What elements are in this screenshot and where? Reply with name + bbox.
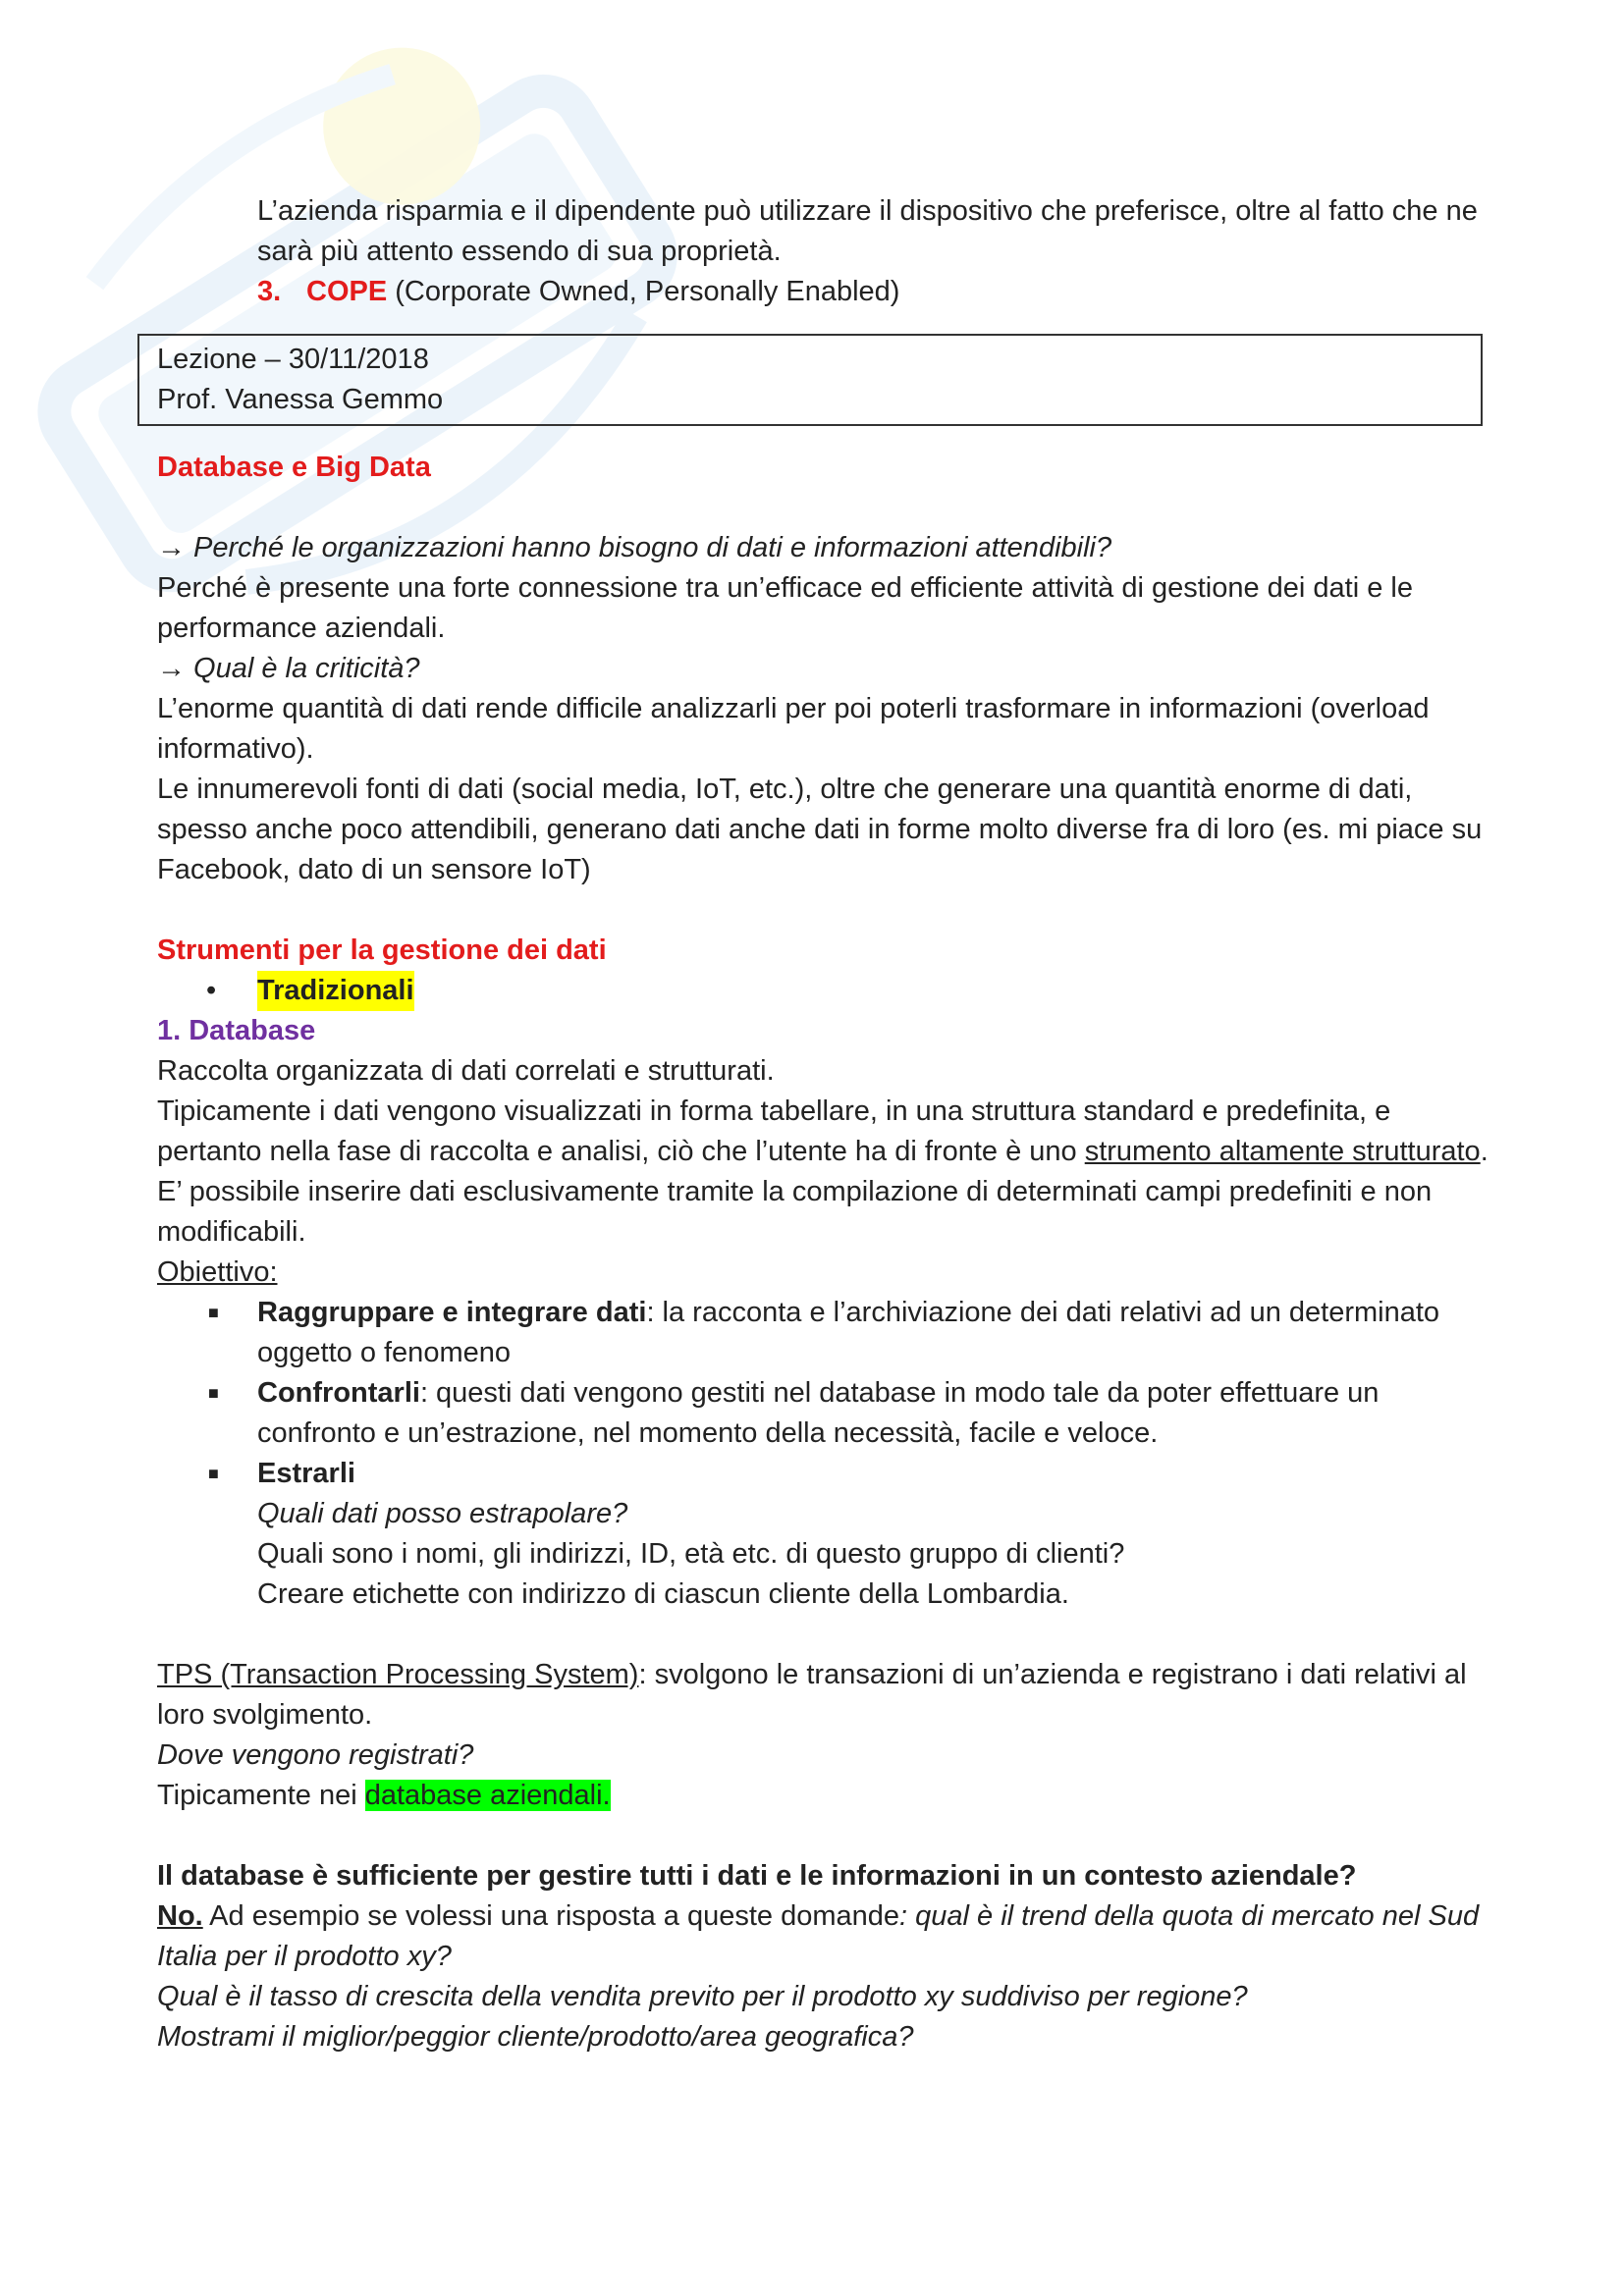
section-title-strumenti: Strumenti per la gestione dei dati	[157, 934, 607, 966]
objective-item-2-text	[257, 1373, 1492, 1454]
database-paragraph-3: E’ possibile inserire dati esclusivamente tramite la compilazione di determinati campi predefiniti e non modificabili.	[157, 1176, 1433, 1248]
cope-item	[257, 272, 1492, 312]
lesson-professor: Prof. Vanessa Gemmo	[157, 384, 444, 415]
arrow-right-icon: →	[157, 532, 186, 563]
question-1	[157, 528, 1492, 568]
closing-italic-2: Qual è il tasso di crescita della vendita previto per il prodotto xy suddiviso per regione?	[157, 1981, 1248, 2012]
cope-label: COPE	[306, 276, 388, 307]
tps-description: : svolgono le transazioni di un’azienda e registrano i dati relativi al loro svolgimento.	[157, 1659, 1467, 1731]
square-bullet-icon: ■	[208, 1464, 219, 1483]
answer-3: Le innumerevoli fonti di dati (social media, IoT, etc.), oltre che generare una quantità enorme di dati, spesso anche poco attendibili, generano dati anche dati in forme molto diverse fra di loro (es. mi piace su Facebook, dato di un sensore IoT)	[157, 774, 1483, 885]
extract-question: Quali dati posso estrapolare?	[257, 1498, 628, 1529]
cope-number: 3.	[257, 276, 282, 307]
answer-2: L’enorme quantità di dati rende difficile analizzarli per poi poterli trasformare in informazioni (overload informativo).	[157, 693, 1430, 765]
closing-no: No.	[157, 1900, 203, 1932]
answer-1: Perché è presente una forte connessione tra un’efficace ed efficiente attività di gestione dei dati e le performance aziendali.	[157, 572, 1413, 644]
objective-item-2	[157, 1373, 1492, 1454]
database-heading: 1. Database	[157, 1015, 316, 1046]
closing-text-start: Ad esempio se volessi una risposta a queste domande	[202, 1900, 900, 1932]
tps-answer-start: Tipicamente nei	[157, 1780, 365, 1811]
extract-example-2: Creare etichette con indirizzo di ciascun cliente della Lombardia.	[257, 1578, 1069, 1610]
p2-start: Tipicamente i dati vengono visualizzati in forma tabellare, in una struttura standard e predefinita, e pertanto nella fase di raccolta e analisi, ciò che l’utente ha di fronte è uno	[157, 1095, 1391, 1167]
bullet-tradizionali-text: Tradizionali	[257, 971, 414, 1011]
cope-text: (Corporate Owned, Personally Enabled)	[387, 276, 900, 307]
tps-answer-highlight: database aziendali.	[364, 1780, 611, 1811]
objective-item-1-bold: Raggruppare e integrare dati	[257, 1297, 647, 1328]
question-2-text: Qual è la criticità?	[186, 653, 420, 684]
tps-paragraph	[157, 1655, 1492, 1735]
objective-item-2-bold: Confrontarli	[257, 1377, 420, 1409]
closing-question: Il database è sufficiente per gestire tutti i dati e le informazioni in un contesto aziendale?	[157, 1860, 1357, 1892]
p2-end: .	[1480, 1136, 1489, 1167]
p2-underlined: strumento altamente strutturato	[1084, 1136, 1481, 1167]
objective-label: Obiettivo:	[157, 1256, 278, 1288]
objective-item-3-bold: Estrarli	[257, 1458, 355, 1489]
extract-examples	[157, 1494, 1492, 1615]
tps-term: TPS (Transaction Processing System)	[157, 1659, 639, 1690]
closing-italic-3: Mostrami il miglior/peggior cliente/prodotto/area geografica?	[157, 2021, 914, 2053]
database-definition: Raccolta organizzata di dati correlati e strutturati.	[157, 1055, 775, 1087]
lesson-date: Lezione – 30/11/2018	[157, 344, 429, 375]
objective-item-1	[157, 1293, 1492, 1373]
database-paragraph-2	[157, 1092, 1492, 1172]
objective-item-3	[157, 1454, 1492, 1494]
objective-item-2-desc: : questi dati vengono gestiti nel database in modo tale da poter effettuare un confronto e un’estrazione, nel momento della necessità, facile e veloce.	[257, 1377, 1380, 1449]
section-title-database-big-data: Database e Big Data	[157, 452, 431, 483]
intro-section	[157, 191, 1492, 312]
closing-italic-1: : qual è il trend della quota di mercato nel Sud Italia per il prodotto xy?	[157, 1900, 1480, 1972]
bullet-tradizionali	[157, 971, 1492, 1011]
square-bullet-icon: ■	[208, 1383, 219, 1403]
closing-answer	[157, 1896, 1492, 1977]
document-page	[157, 191, 1492, 2057]
objective-item-3-text	[257, 1454, 355, 1494]
arrow-right-icon: →	[157, 653, 186, 684]
tps-answer	[157, 1776, 1492, 1816]
lesson-info-box	[137, 334, 1483, 426]
intro-paragraph: L’azienda risparmia e il dipendente può utilizzare il dispositivo che preferisce, oltre al fatto che ne sarà più attento essendo di sua proprietà.	[257, 195, 1478, 267]
extract-example-1: Quali sono i nomi, gli indirizzi, ID, età etc. di questo gruppo di clienti?	[257, 1538, 1125, 1570]
question-2	[157, 649, 1492, 689]
bullet-dot-icon: •	[206, 975, 217, 1006]
objective-item-1-text	[257, 1293, 1492, 1373]
objective-item-1-desc: : la racconta e l’archiviazione dei dati relativi ad un determinato oggetto o fenomeno	[257, 1297, 1440, 1368]
square-bullet-icon: ■	[208, 1303, 219, 1322]
tps-question: Dove vengono registrati?	[157, 1739, 474, 1771]
question-1-text: Perché le organizzazioni hanno bisogno di dati e informazioni attendibili?	[186, 532, 1112, 563]
